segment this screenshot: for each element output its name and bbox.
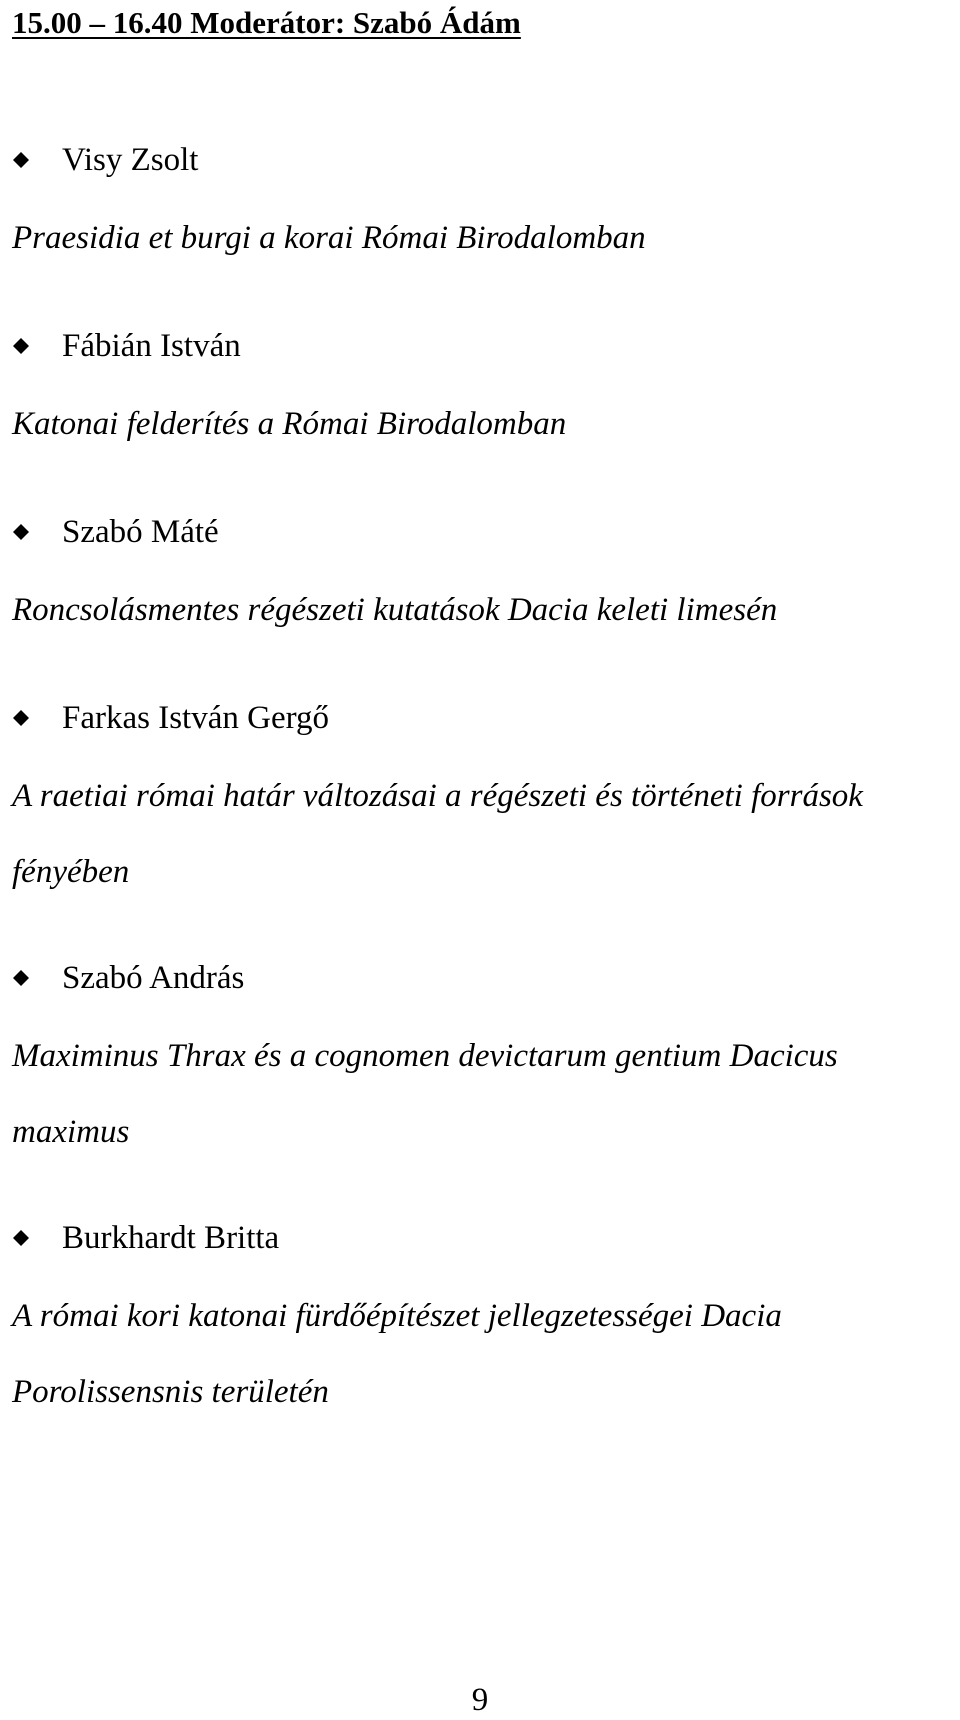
talk-title	[12, 1278, 942, 1430]
diamond-bullet-icon	[12, 1218, 30, 1258]
speaker-entry	[12, 326, 241, 366]
talk-title	[12, 1018, 942, 1170]
talk-title-line: Roncsolásmentes régészeti kutatások Dacia keleti limesén	[12, 592, 778, 628]
diamond-bullet-icon	[12, 140, 30, 180]
speaker-entry	[12, 140, 198, 180]
talk-title	[12, 572, 942, 648]
talk-title-line: maximus	[12, 1114, 130, 1150]
talk-title-line: Maximinus Thrax és a cognomen devictarum gentium Dacicus	[12, 1038, 838, 1074]
diamond-bullet-icon	[12, 958, 30, 998]
speaker-name: Visy Zsolt	[62, 142, 199, 178]
speaker-entry	[12, 512, 219, 552]
session-header: 15.00 – 16.40 Moderátor: Szabó Ádám	[12, 5, 521, 40]
talk-title-line: Katonai felderítés a Római Birodalomban	[12, 406, 567, 442]
diamond-bullet-icon	[12, 698, 30, 738]
speaker-name: Burkhardt Britta	[62, 1220, 280, 1256]
speaker-name: Szabó Máté	[62, 514, 219, 550]
diamond-bullet-icon	[12, 326, 30, 366]
speaker-entry	[12, 958, 244, 998]
talk-title-line: A római kori katonai fürdőépítészet jellegzetességei Dacia	[12, 1298, 782, 1334]
talk-title-line: Porolissensnis területén	[12, 1374, 329, 1410]
talk-title	[12, 758, 942, 910]
speaker-entry	[12, 1218, 279, 1258]
talk-title-line: Praesidia et burgi a korai Római Birodalomban	[12, 220, 646, 256]
speaker-entry	[12, 698, 329, 738]
diamond-bullet-icon	[12, 512, 30, 552]
talk-title	[12, 200, 942, 276]
talk-title-line: A raetiai római határ változásai a régészeti és történeti források	[12, 778, 863, 814]
speaker-name: Szabó András	[62, 960, 245, 996]
talk-title-line: fényében	[12, 854, 130, 890]
page-number: 9	[471, 1682, 489, 1718]
speaker-name: Farkas István Gergő	[62, 700, 329, 736]
speaker-name: Fábián István	[62, 328, 241, 364]
talk-title	[12, 386, 942, 462]
